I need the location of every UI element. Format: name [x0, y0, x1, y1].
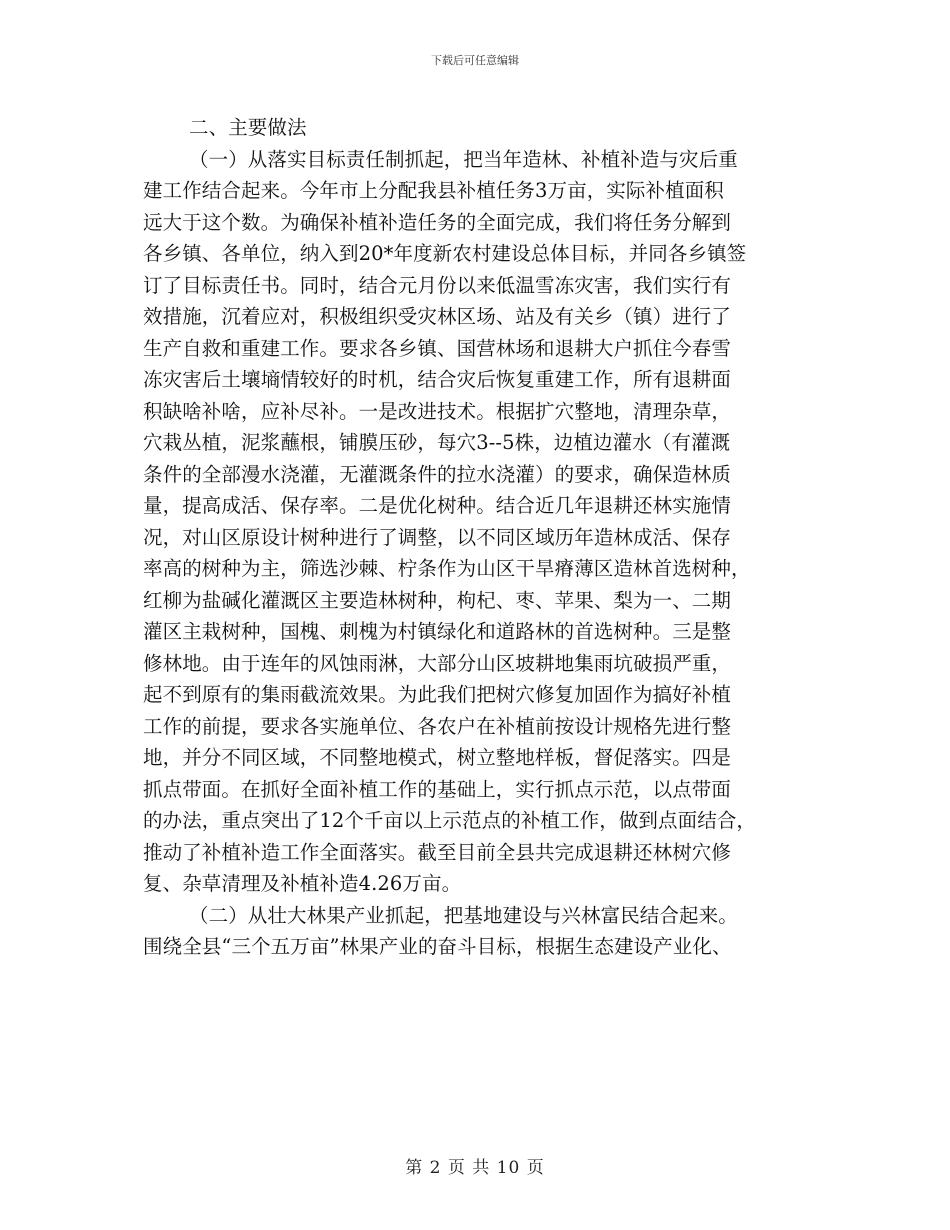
paragraph-line: 冻灾害后土壤墒情较好的时机，结合灾后恢复重建工作，所有退耕面: [143, 368, 732, 391]
paragraph-line: 推动了补植补造工作全面落实。截至目前全县共完成退耕还林树穴修: [143, 840, 732, 864]
paragraph-line: 修林地。由于连年的风蚀雨淋，大部分山区坡耕地集雨坑破损严重，: [143, 651, 732, 675]
paragraph-line: （二）从壮大林果产业抓起，把基地建设与兴林富民结合起来。: [189, 903, 738, 927]
paragraph-line: 各乡镇、各单位，纳入到20*年度新农村建设总体目标，并同各乡镇签: [143, 242, 747, 265]
page-number: 第 2 页 共 10 页: [405, 1158, 545, 1178]
paragraph-line: 远大于这个数。为确保补植补造任务的全面完成，我们将任务分解到: [143, 210, 732, 234]
paragraph-line: 围绕全县“三个五万亩”林果产业的奋斗目标，根据生态建设产业化、: [143, 935, 732, 958]
paragraph-line: 订了目标责任书。同时，结合元月份以来低温雪冻灾害，我们实行有: [143, 273, 732, 297]
paragraph-line: 生产自救和重建工作。要求各乡镇、国营林场和退耕大户抓住今春雪: [143, 336, 732, 360]
document-body: [143, 112, 821, 963]
paragraph-line: 效措施，沉着应对，积极组织受灾林区场、站及有关乡（镇）进行了: [143, 305, 732, 328]
paragraph-line: 红柳为盐碱化灌溉区主要造林树种，枸杞、枣、苹果、梨为一、二期: [143, 588, 732, 612]
paragraph-line: 况，对山区原设计树种进行了调整，以不同区域历年造林成活、保存: [143, 525, 732, 549]
paragraph-line: 穴栽丛植，泥浆蘸根，铺膜压砂，每穴3--5株，边植边灌水（有灌溉: [143, 431, 731, 454]
paragraph-line: 复、杂草清理及补植补造4.26万亩。: [143, 872, 462, 895]
paragraph-line: 起不到原有的集雨截流效果。为此我们把树穴修复加固作为搞好补植: [143, 683, 732, 706]
section-heading: 二、主要做法: [189, 116, 307, 139]
paragraph-line: 积缺啥补啥，应补尽补。一是改进技术。根据扩穴整地，清理杂草，: [143, 399, 732, 423]
paragraph-line: 的办法，重点突出了12个千亩以上示范点的补植工作，做到点面结合，: [143, 809, 757, 832]
paragraph-line: 地，并分不同区域，不同整地模式，树立整地样板，督促落实。四是: [143, 746, 732, 769]
paragraph-line: 量，提高成活、保存率。二是优化树种。结合近几年退耕还林实施情: [143, 494, 732, 517]
page-header-note: 下载后可任意编辑: [431, 54, 519, 67]
paragraph-line: 率高的树种为主，筛选沙棘、柠条作为山区干旱瘠薄区造林首选树种，: [143, 557, 751, 580]
paragraph-line: 工作的前提，要求各实施单位、各农户在补植前按设计规格先进行整: [143, 714, 732, 738]
paragraph-line: 灌区主栽树种，国槐、刺槐为村镇绿化和道路林的首选树种。三是整: [143, 620, 732, 643]
paragraph-line: 条件的全部漫水浇灌，无灌溉条件的拉水浇灌）的要求，确保造林质: [143, 462, 732, 486]
paragraph-line: 建工作结合起来。今年市上分配我县补植任务3万亩，实际补植面积: [143, 179, 724, 202]
paragraph-line: 抓点带面。在抓好全面补植工作的基础上，实行抓点示范，以点带面: [143, 777, 732, 801]
paragraph-line: （一）从落实目标责任制抓起，把当年造林、补植补造与灾后重: [189, 147, 738, 171]
